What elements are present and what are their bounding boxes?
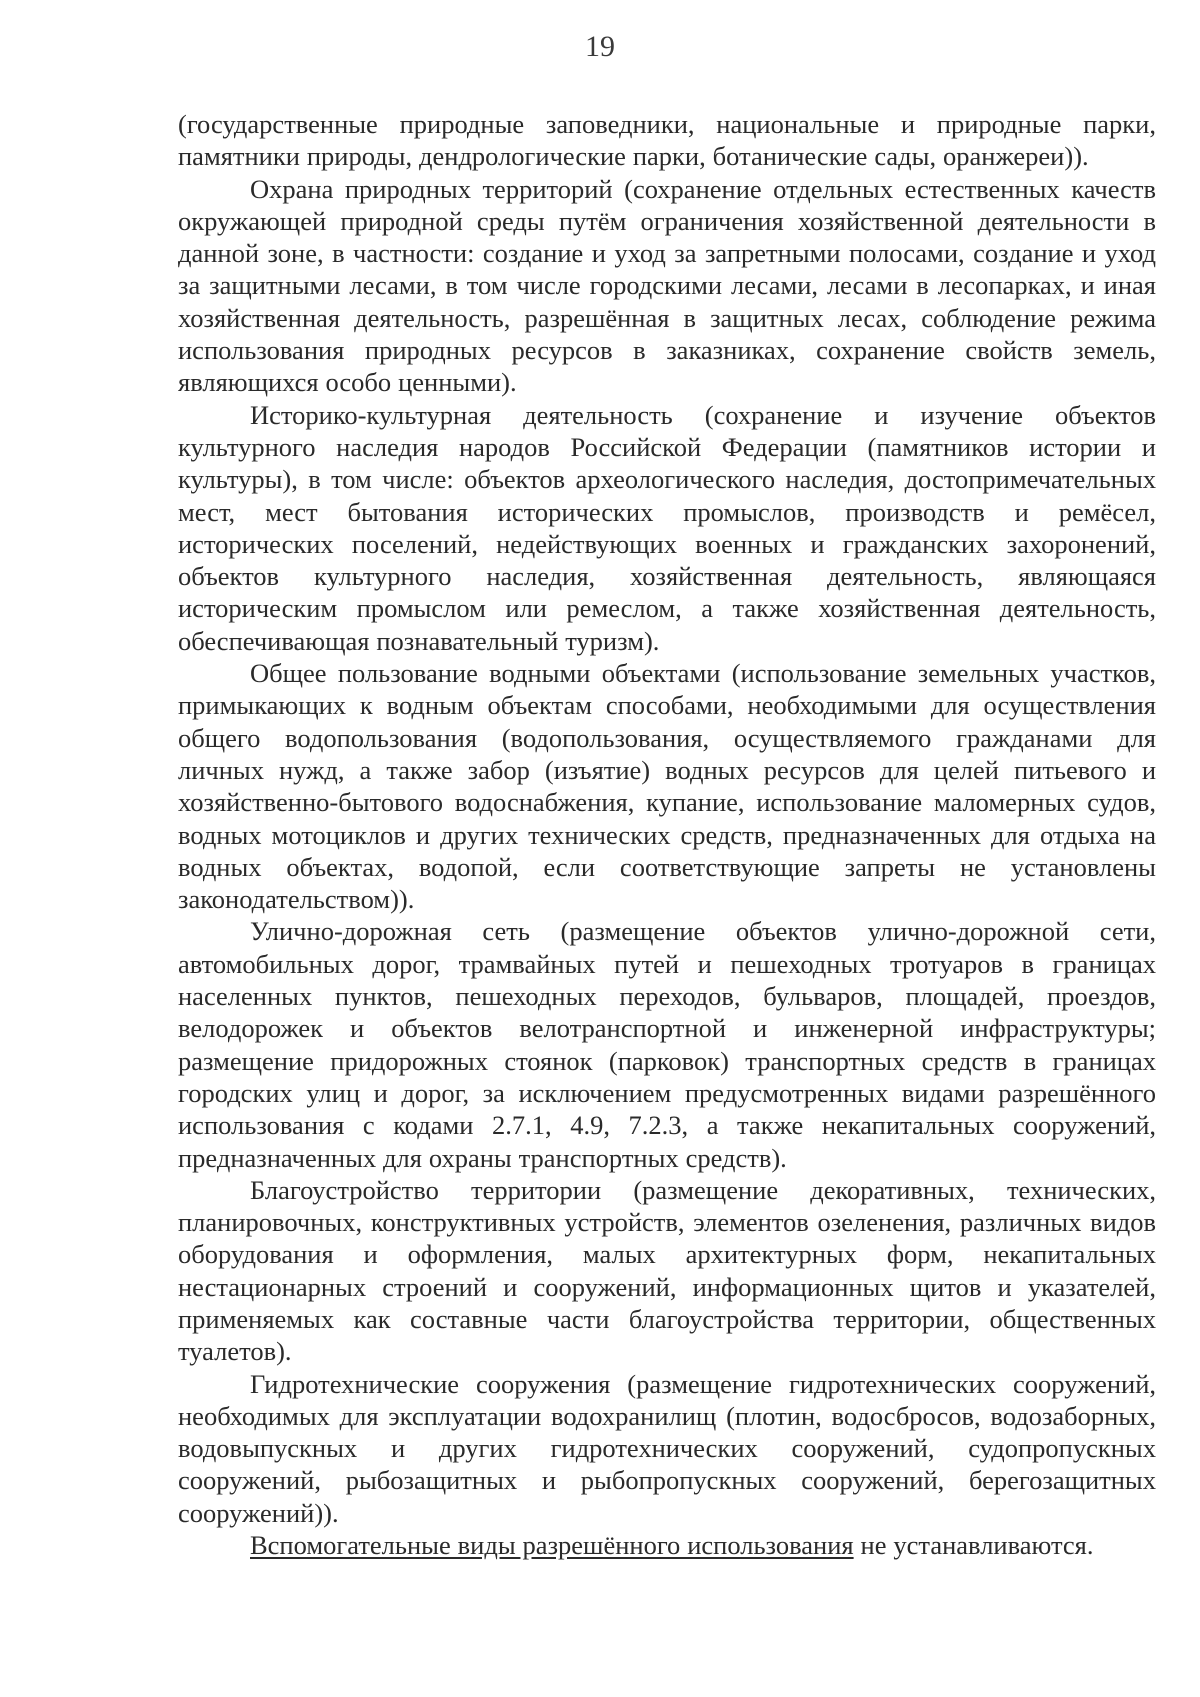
page-number: 19 <box>585 30 615 63</box>
auxiliary-uses-heading: Вспомогательные виды разрешённого использования <box>250 1530 854 1561</box>
paragraph-hydraulic-structures: Гидротехнические сооружения (размещение гидротехнических сооружений, необходимых для эксплуатации водохранилищ (плотин, водосбросов, водозаборных, водовыпускных и других гидротехнических сооружений, судопропускных сооружений, рыбозащитных и рыбопропускных сооружений, берегозащитных сооружений)). <box>178 1368 1156 1528</box>
paragraph-continuation: (государственные природные заповедники, национальные и природные парки, памятники природы, дендрологические парки, ботанические сады, оранжереи)). <box>178 109 1156 172</box>
paragraph-street-network: Улично-дорожная сеть (размещение объектов улично-дорожной сети, автомобильных дорог, трамвайных путей и пешеходных тротуаров в границах населенных пунктов, пешеходных переходов, бульваров, площадей, проездов, велодорожек и объектов велотранспортной и инженерной инфраструктуры; размещение придорожных стоянок (парковок) транспортных средств в границах городских улиц и дорог, за исключением предусмотренных видами разрешённого использования с кодами 2.7.1, 4.9, 7.2.3, а также некапитальных сооружений, предназначенных для охраны транспортных средств). <box>178 916 1156 1173</box>
paragraph-auxiliary-uses <box>178 1529 1156 1561</box>
body-text <box>178 108 1156 1561</box>
paragraph-landscaping: Благоустройство территории (размещение декоративных, технических, планировочных, конструктивных устройств, элементов озеленения, различных видов оборудования и оформления, малых архитектурных форм, некапитальных нестационарных строений и сооружений, информационных щитов и указателей, применяемых как составные части благоустройства территории, общественных туалетов). <box>178 1174 1156 1367</box>
paragraph-water-use: Общее пользование водными объектами (использование земельных участков, примыкающих к водным объектам способами, необходимыми для осуществления общего водопользования (водопользования, осуществляемого гражданами для личных нужд, а также забор (изъятие) водных ресурсов для целей питьевого и хозяйственно-бытового водоснабжения, купание, использование маломерных судов, водных мотоциклов и других технических средств, предназначенных для отдыха на водных объектах, водопой, если соответствующие запреты не установлены законодательством)). <box>178 658 1156 915</box>
paragraph-nature-protection: Охрана природных территорий (сохранение отдельных естественных качеств окружающей природной среды путём ограничения хозяйственной деятельности в данной зоне, в частности: создание и уход за запретными полосами, создание и уход за защитными лесами, в том числе городскими лесами, лесами в лесопарках, и иная хозяйственная деятельность, разрешённая в защитных лесах, соблюдение режима использования природных ресурсов в заказниках, сохранение свойств земель, являющихся особо ценными). <box>178 173 1156 398</box>
paragraph-historical-cultural: Историко-культурная деятельность (сохранение и изучение объектов культурного наследия народов Российской Федерации (памятников истории и культуры), в том числе: объектов археологического наследия, достопримечательных мест, мест бытования исторических промыслов, производств и ремёсел, исторических поселений, недействующих военных и гражданских захоронений, объектов культурного наследия, хозяйственная деятельность, являющаяся историческим промыслом или ремеслом, а также хозяйственная деятельность, обеспечивающая познавательный туризм). <box>178 399 1156 656</box>
auxiliary-uses-text: не устанавливаются. <box>853 1530 1094 1561</box>
